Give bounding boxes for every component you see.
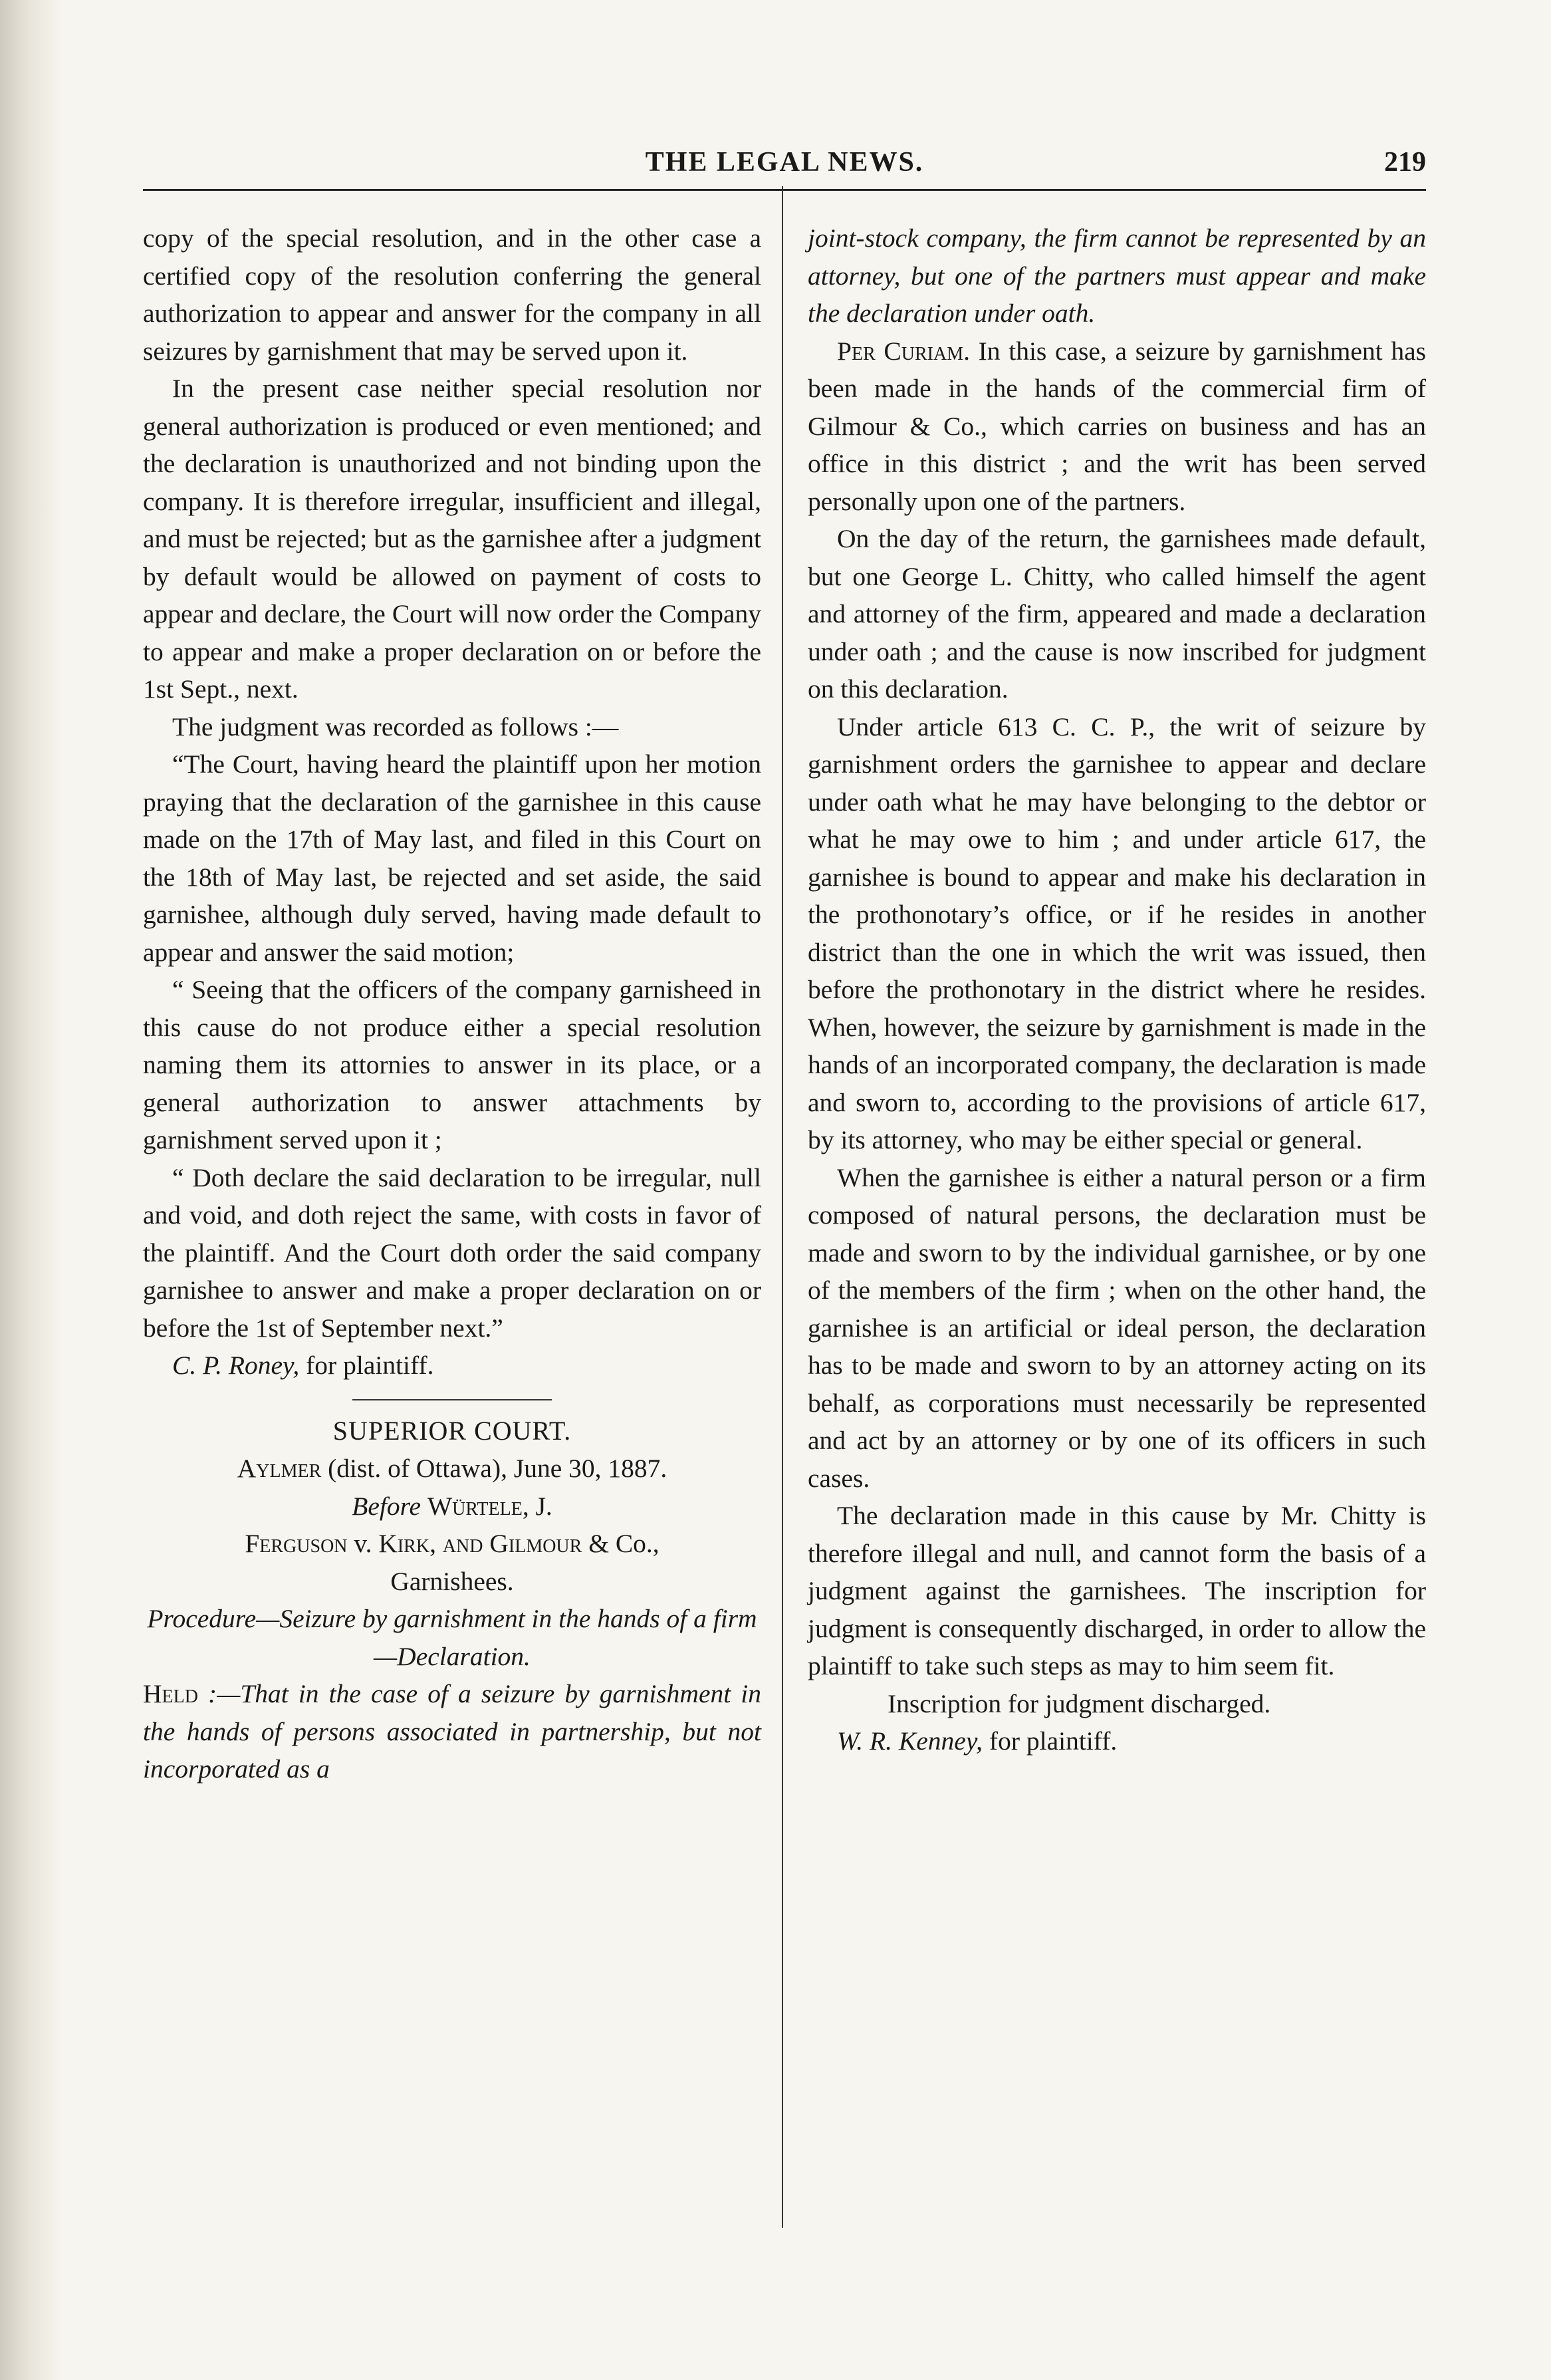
running-title: THE LEGAL NEWS. xyxy=(645,147,924,178)
column-divider xyxy=(782,186,783,2228)
headnote: Procedure—Seizure by garnishment in the hands of a firm—Declaration. xyxy=(147,1604,757,1671)
page xyxy=(143,146,1426,1788)
court-heading: SUPERIOR COURT. xyxy=(332,1415,572,1446)
held-continuation: joint-stock company, the firm cannot be represented by an attorney, but one of the partners must appear and make the declaration under oath. xyxy=(808,223,1426,328)
paragraph: “ Doth declare the said declaration to be irregular, null and void, and doth reject the same, with costs in favor of the plaintiff. And the Court doth order the said company garnishee to answer and make a proper declaration on or before the 1st of September next.” xyxy=(143,1162,761,1343)
held-label: Held xyxy=(143,1679,198,1708)
section-rule xyxy=(352,1399,552,1400)
two-column-body xyxy=(143,219,1426,1788)
parties-rest: & Co., xyxy=(582,1529,659,1558)
versus: v. xyxy=(347,1529,379,1558)
judge-suffix: , J. xyxy=(522,1491,552,1521)
counsel-name: W. R. Kenney, xyxy=(837,1726,983,1756)
garnishees-label: Garnishees. xyxy=(390,1566,514,1596)
paragraph: In the present case neither special resolution nor general authorization is produced or even mentioned; and the declaration is unauthorized and not binding upon the company. It is therefore irregular, insufficient and illegal, and must be rejected; but as the garnishee after a judgment by default would be allowed on payment of costs to appear and declare, the Court will now order the Company to appear and make a proper declaration on or before the 1st Sept., next. xyxy=(143,374,761,704)
counsel-name: C. P. Roney, xyxy=(172,1351,300,1380)
counsel-line xyxy=(143,1347,761,1385)
paragraph: The judgment was recorded as follows :— xyxy=(172,712,619,741)
paragraph: copy of the special resolution, and in the other case a certified copy of the resolution conferring the general authorization to appear and answer for the company in all seizures by garnishment that may be served upon it. xyxy=(143,223,761,366)
paragraph xyxy=(808,332,1426,521)
held-text: :—That in the case of a seizure by garnishment in the hands of persons associated in partnership, but not incorporated as a xyxy=(143,1679,761,1784)
counsel-role: for plaintiff. xyxy=(299,1351,434,1380)
per-curiam-label: Per Curiam. xyxy=(837,336,970,366)
paragraph: When the garnishee is either a natural person or a firm composed of natural persons, the declaration must be made and sworn to by the individual garnishee, or by one of the members of the firm ; when on the other hand, the garnishee is an artificial or ideal person, the declaration has to be made and sworn to by an attorney acting on its behalf, as corporations must necessarily be represented and act by an attorney or by one of its officers in such cases. xyxy=(808,1162,1426,1493)
scan-edge-shadow xyxy=(0,0,63,2380)
counsel-role: for plaintiff. xyxy=(983,1726,1118,1756)
counsel-line xyxy=(808,1722,1426,1760)
paragraph: The declaration made in this cause by Mr. Chitty is therefore illegal and null, and cannot form the basis of a judgment against the garnishees. The inscription for judgment is consequently discharged, in order to allow the plaintiff to take such steps as may to him seem fit. xyxy=(808,1501,1426,1680)
header-rule xyxy=(143,189,1426,191)
paragraph-text: In this case, a seizure by garnishment has been made in the hands of the commercial firm of Gilmour & Co., which carries on business and has an office in this district ; and the writ has been served personally upon one of the partners. xyxy=(808,336,1426,516)
defendants-name: Kirk, and Gilmour xyxy=(378,1529,582,1558)
before-label: Before xyxy=(352,1491,421,1521)
left-column xyxy=(143,219,761,1788)
right-column xyxy=(808,219,1426,1788)
judge-name: Würtele xyxy=(427,1491,523,1521)
place: Aylmer xyxy=(237,1454,322,1483)
page-number: 219 xyxy=(1384,147,1426,178)
paragraph: “ Seeing that the officers of the company garnisheed in this cause do not produce either a special resolution naming them its attornies to answer in its place, or a general authorization to answer attachments by garnishment served upon it ; xyxy=(143,975,761,1154)
held-paragraph xyxy=(143,1675,761,1788)
case-date-line xyxy=(143,1450,761,1488)
disposition: Inscription for judgment discharged. xyxy=(888,1688,1271,1718)
judge-line xyxy=(143,1488,761,1525)
paragraph: On the day of the return, the garnishees made default, but one George L. Chitty, who called himself the agent and attorney of the firm, appeared and made a declaration under oath ; and the cause is now inscribed for judgment on this declaration. xyxy=(808,524,1426,704)
paragraph: Under article 613 C. C. P., the writ of seizure by garnishment orders the garnishee to appear and declare under oath what he may have belonging to the debtor or what he may owe to him ; and under article 617, the garnishee is bound to appear and make his declaration in the prothonotary’s office, or if he resides in another district than the one in which the writ was issued, then before the prothonotary in the district where he resides. When, however, the seizure by garnishment is made in the hands of an incorporated company, the declaration is made and sworn to, according to the provisions of article 617, by its attorney, who may be either special or general. xyxy=(808,712,1426,1154)
date: (dist. of Ottawa), June 30, 1887. xyxy=(321,1454,667,1483)
running-header xyxy=(143,146,1426,193)
parties-line xyxy=(143,1525,761,1563)
paragraph: “The Court, having heard the plaintiff upon her motion praying that the declaration of the garnishee in this cause made on the 17th of May last, and filed in this Court on the 18th of May last, be rejected and set aside, the said garnishee, although duly served, having made default to appear and answer the said motion; xyxy=(143,749,761,967)
plaintiff-name: Ferguson xyxy=(245,1529,348,1558)
